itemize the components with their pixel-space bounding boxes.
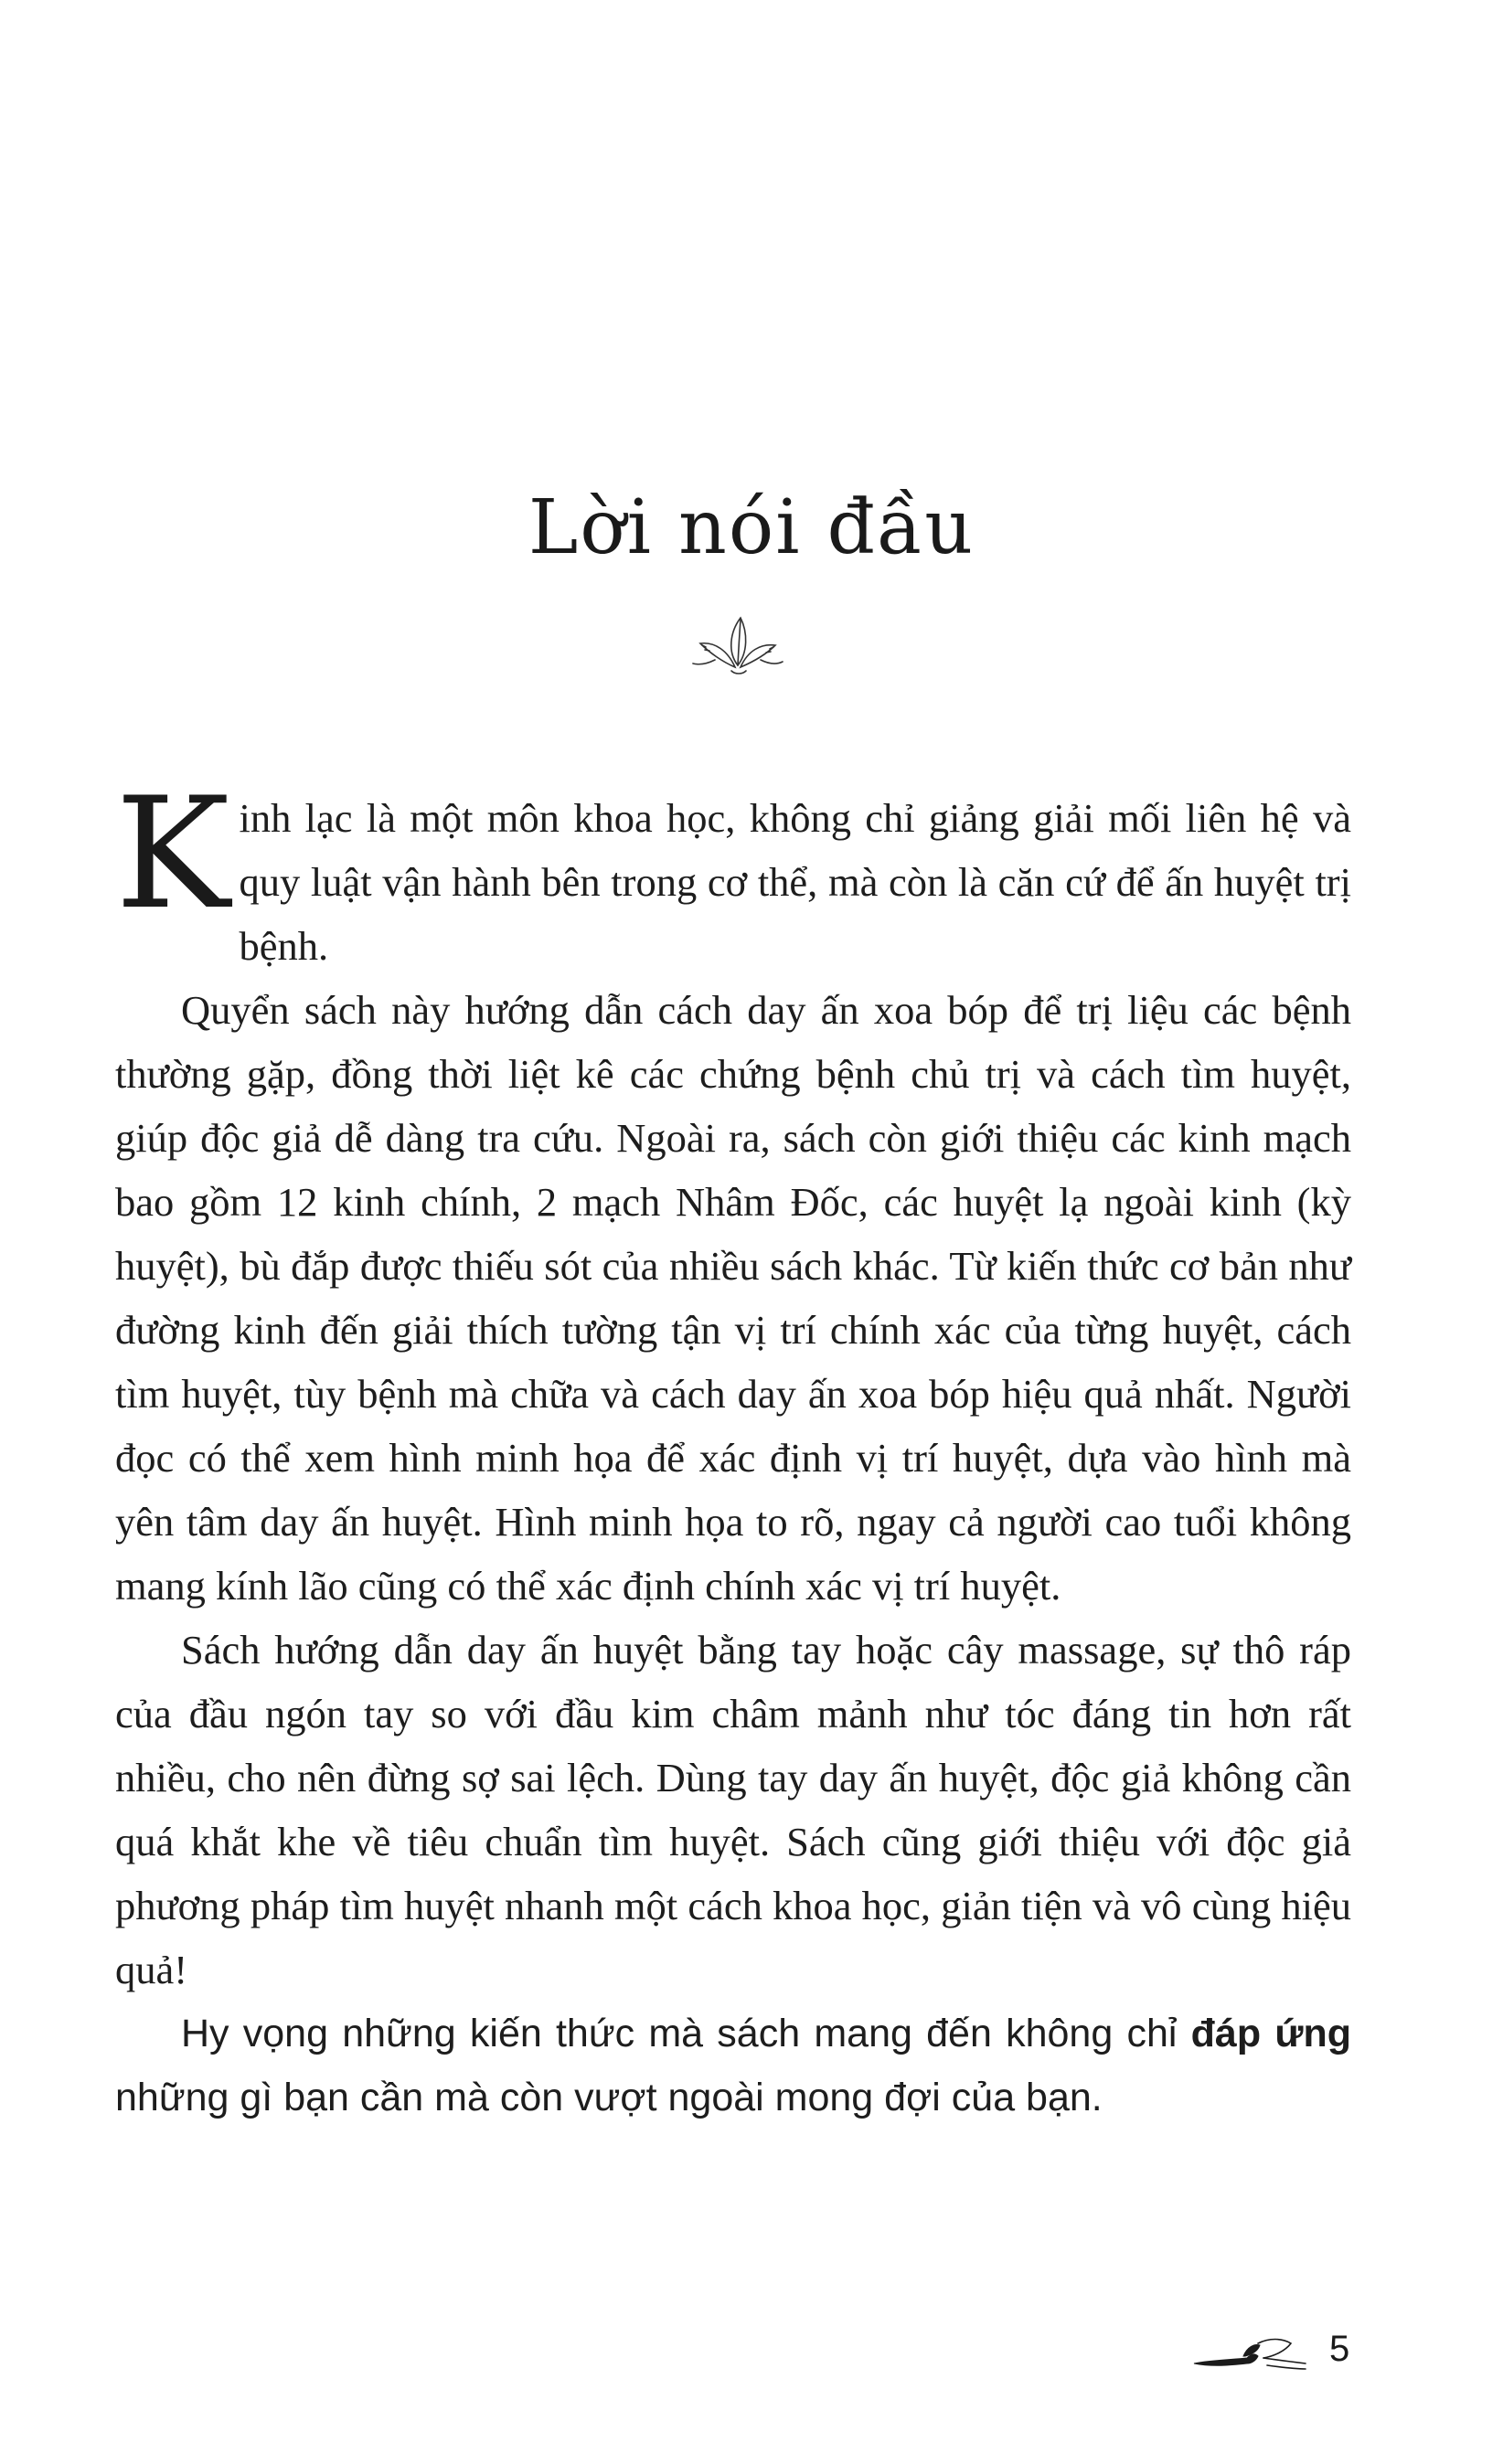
paragraph-4-text-start: Hy vọng những kiến thức mà sách mang đến không chỉ: [181, 2012, 1191, 2055]
paragraph-1-text: inh lạc là một môn khoa học, không chỉ giảng giải mối liên hệ và quy luật vận hành bên trong cơ thể, mà còn là căn cứ để ấn huyệt trị bệnh.: [239, 795, 1351, 969]
drop-cap: K: [115, 764, 230, 943]
paragraph-4-bold: đáp ứng: [1190, 2012, 1351, 2055]
page-title: Lời nói đầu: [528, 484, 975, 571]
paragraph-3: Sách hướng dẫn day ấn huyệt bằng tay hoặc cây massage, sự thô ráp của đầu ngón tay so với đầu kim châm mảnh như tóc đáng tin hơn rất nhiều, cho nên đừng sợ sai lệch. Dùng tay day ấn huyệt, độc giả không cần quá khắt khe về tiêu chuẩn tìm huyệt. Sách cũng giới thiệu với độc giả phương pháp tìm huyệt nhanh một cách khoa học, giản tiện và vô cùng hiệu quả!: [115, 1627, 1351, 1992]
paragraph-2: Quyển sách này hướng dẫn cách day ấn xoa bóp để trị liệu các bệnh thường gặp, đồng thời liệt kê các chứng bệnh chủ trị và cách tìm huyệt, giúp độc giả dễ dàng tra cứu. Ngoài ra, sách còn giới thiệu các kinh mạch bao gồm 12 kinh chính, 2 mạch Nhâm Đốc, các huyệt lạ ngoài kinh (kỳ huyệt), bù đắp được thiếu sót của nhiều sách khác. Từ kiến thức cơ bản như đường kinh đến giải thích tường tận vị trí chính xác của từng huyệt, cách tìm huyệt, tùy bệnh mà chữa và cách day ấn xoa bóp hiệu quả nhất. Người đọc có thể xem hình minh họa để xác định vị trí huyệt, dựa vào hình mà yên tâm day ấn huyệt. Hình minh họa to rõ, ngay cả người cao tuổi không mang kính lão cũng có thể xác định chính xác vị trí huyệt.: [115, 987, 1351, 1609]
page-number: 5: [1329, 2329, 1350, 2369]
leaf-ornament-icon: [688, 611, 788, 678]
paragraph-1: [115, 764, 1351, 978]
paragraph-4-text-end: những gì bạn cần mà còn vượt ngoài mong đợi của bạn.: [115, 2076, 1103, 2119]
body-text: [115, 764, 1351, 2129]
brush-stroke-ornament-icon: [1190, 2332, 1309, 2378]
paragraph-4: [115, 2002, 1351, 2129]
